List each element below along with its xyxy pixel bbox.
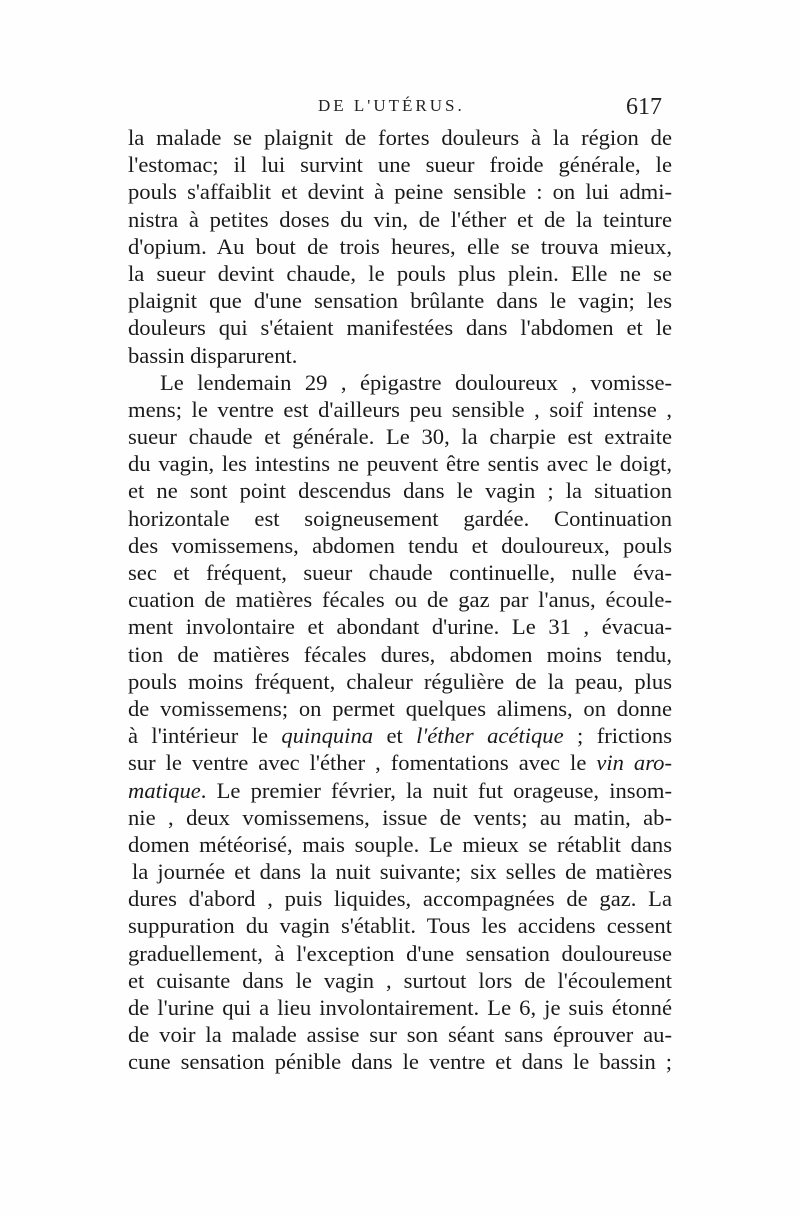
- text-run: ; frictions: [563, 723, 672, 749]
- text-line: la sueur devint chaude, le pouls plus plein. Elle ne se: [128, 260, 672, 286]
- text-line: l'estomac; il lui survint une sueur froide générale, le: [128, 152, 672, 178]
- paragraph-first-line: Le lendemain 29 , épigastre douloureux , vomisse-: [160, 369, 672, 395]
- paragraph-end-line: bassin disparurent.: [128, 342, 298, 368]
- text-line: des vomissemens, abdomen tendu et douloureux, pouls: [128, 532, 672, 558]
- text-run: et: [373, 723, 417, 749]
- page-number: 617: [626, 94, 662, 120]
- text-line: [128, 749, 672, 776]
- text-line: du vagin, les intestins ne peuvent être sentis avec le doigt,: [128, 451, 672, 477]
- running-head: [0, 96, 800, 126]
- text-line: graduellement, à l'exception d'une sensation douloureuse: [128, 940, 672, 966]
- body-text: [128, 124, 672, 1076]
- text-line: suppuration du vagin s'établit. Tous les accidens cessent: [128, 913, 672, 939]
- text-line: [128, 722, 672, 749]
- running-title: DE L'UTÉRUS.: [318, 96, 465, 115]
- text-line: horizontale est soigneusement gardée. Continuation: [128, 505, 672, 531]
- text-line: la journée et dans la nuit suivante; six selles de matières: [132, 859, 672, 885]
- text-line: de l'urine qui a lieu involontairement. Le 6, je suis étonné: [128, 995, 672, 1020]
- text-line: sueur chaude et générale. Le 30, la charpie est extraite: [128, 424, 672, 450]
- text-line: plaignit que d'une sensation brûlante dans le vagin; les: [128, 288, 672, 314]
- text-line: pouls s'affaiblit et devint à peine sensible : on lui admi-: [128, 179, 672, 205]
- text-line: pouls moins fréquent, chaleur régulière de la peau, plus: [128, 668, 672, 694]
- text-run: à l'intérieur le: [128, 723, 282, 749]
- italic-term: vin aro-: [596, 750, 672, 776]
- italic-term: l'éther acétique: [416, 723, 564, 749]
- text-line: et cuisante dans le vagin , surtout lors de l'écoulement: [128, 967, 672, 993]
- text-run: sur le ventre avec l'éther , fomentations avec le: [128, 750, 597, 776]
- text-run: . Le premier février, la nuit fut orageuse, insom-: [200, 777, 672, 803]
- text-line: mens; le ventre est d'ailleurs peu sensible , soif intense ,: [128, 396, 672, 422]
- text-line: dures d'abord , puis liquides, accompagnées de gaz. La: [128, 886, 672, 912]
- text-line: sec et fréquent, sueur chaude continuelle, nulle éva-: [128, 560, 672, 585]
- italic-term: quinquina: [281, 723, 374, 749]
- text-line: de vomissemens; on permet quelques alimens, on donne: [128, 695, 672, 721]
- text-line: [128, 777, 672, 804]
- text-line: cuation de matières fécales ou de gaz par l'anus, écoule-: [128, 587, 672, 613]
- text-line: douleurs qui s'étaient manifestées dans l'abdomen et le: [128, 315, 672, 341]
- text-line: de voir la malade assise sur son séant sans éprouver au-: [128, 1022, 672, 1048]
- text-line: ment involontaire et abondant d'urine. Le 31 , évacua-: [128, 614, 672, 640]
- text-line: domen météorisé, mais souple. Le mieux se rétablit dans: [128, 831, 672, 857]
- text-line: nie , deux vomissemens, issue de vents; au matin, ab-: [128, 804, 672, 830]
- italic-term: matique: [128, 777, 201, 803]
- text-line: cune sensation pénible dans le ventre et dans le bassin ;: [128, 1049, 672, 1075]
- text-line: nistra à petites doses du vin, de l'éther et de la teinture: [128, 206, 672, 232]
- text-line: et ne sont point descendus dans le vagin ; la situation: [128, 478, 672, 504]
- text-line: d'opium. Au bout de trois heures, elle se trouva mieux,: [128, 233, 672, 259]
- text-line: tion de matières fécales dures, abdomen moins tendu,: [128, 641, 672, 667]
- text-line: la malade se plaignit de fortes douleurs à la région de: [128, 125, 672, 150]
